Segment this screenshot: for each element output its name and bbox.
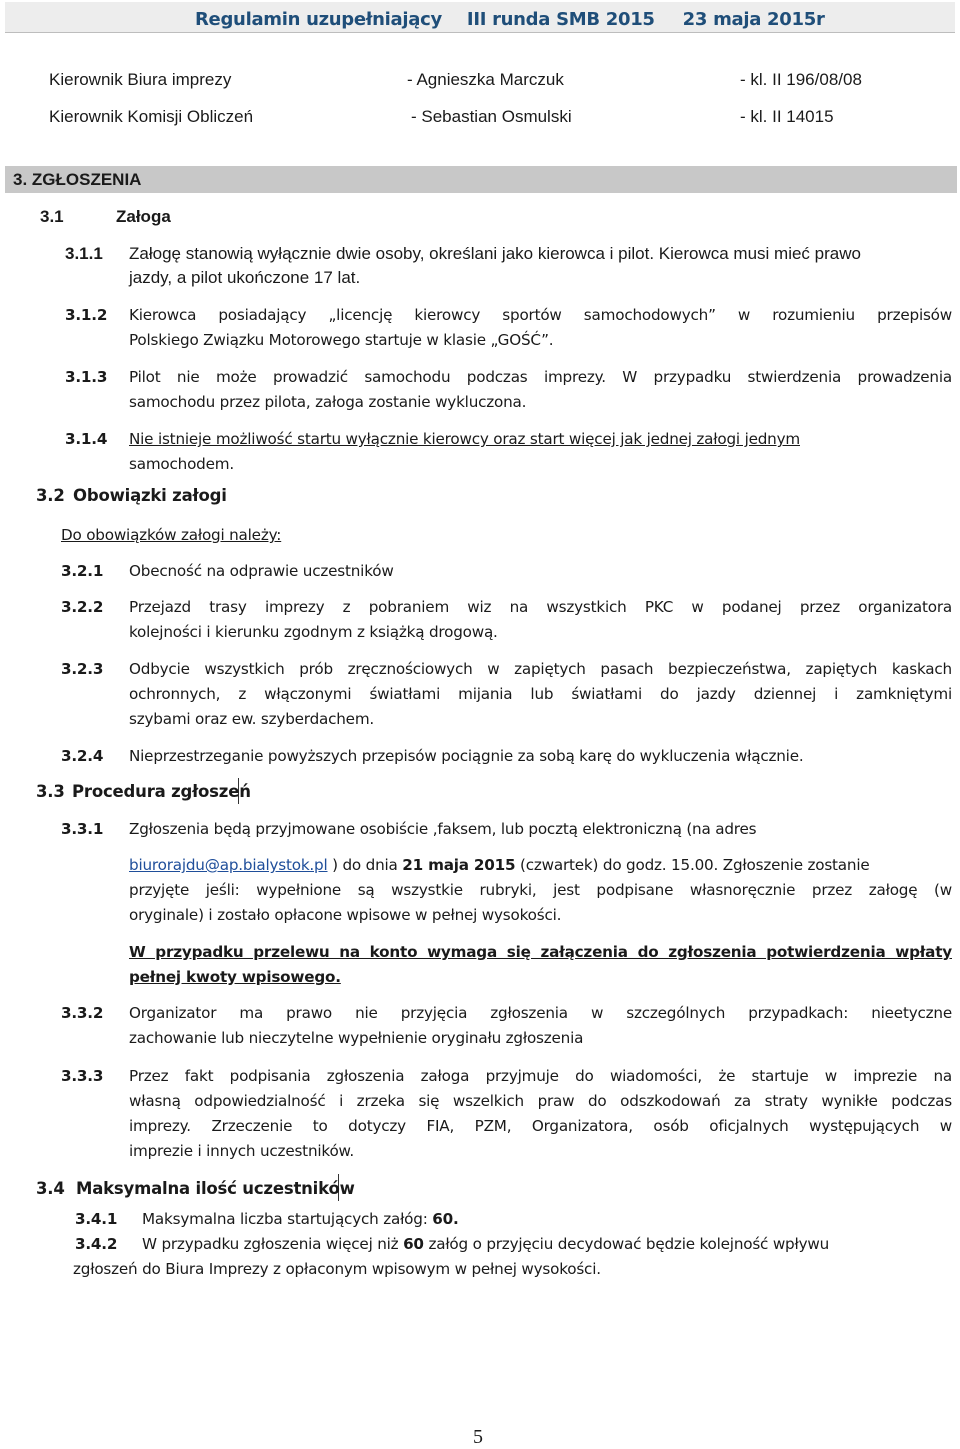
item-text-line bbox=[129, 856, 870, 874]
text-fragment: załóg o przyjęciu decydować będzie kolejność wpływu bbox=[423, 1235, 830, 1253]
item-text-line: imprezy. Zrzeczenie to dotyczy FIA, PZM, Organizatora, osób oficjalnych występujących w bbox=[129, 1117, 952, 1135]
email-link[interactable]: biurorajdu@ap.bialystok.pl bbox=[129, 856, 328, 874]
transfer-notice-line: W przypadku przelewu na konto wymaga się załączenia do zgłoszenia potwierdzenia wpłaty bbox=[129, 943, 952, 961]
item-number: 3.1.4 bbox=[65, 430, 108, 448]
text-fragment: (czwartek) do godz. 15.00. Zgłoszenie zostanie bbox=[515, 856, 870, 874]
section-3-3-number: 3.3 bbox=[36, 782, 65, 801]
item-number: 3.2.3 bbox=[61, 660, 104, 678]
document-header bbox=[5, 2, 955, 33]
item-number: 3.1.1 bbox=[65, 244, 103, 263]
section-3-1-number: 3.1 bbox=[40, 207, 64, 226]
official-role: Kierownik Komisji Obliczeń bbox=[49, 107, 254, 126]
item-number: 3.3.2 bbox=[61, 1004, 104, 1022]
item-number: 3.3.1 bbox=[61, 820, 104, 838]
item-number: 3.2.4 bbox=[61, 747, 104, 765]
item-text-line: imprezie i innych uczestników. bbox=[129, 1142, 354, 1160]
item-text-line: przyjęte jeśli: wypełnione są wszystkie rubryki, jest podpisane własnoręcznie przez załogę (w bbox=[129, 881, 952, 899]
official-license: - kl. II 14015 bbox=[740, 107, 834, 126]
section-3-4-title: Maksymalna ilość uczestników bbox=[76, 1179, 355, 1198]
item-text-line: Załogę stanowią wyłącznie dwie osoby, określani jako kierowca i pilot. Kierowca musi mieć prawo bbox=[129, 244, 861, 263]
item-text-line: Polskiego Związku Motorowego startuje w klasie „GOŚĆ”. bbox=[129, 331, 554, 349]
item-text-line bbox=[142, 1235, 829, 1253]
section-heading-bar bbox=[5, 166, 957, 193]
item-number: 3.2.2 bbox=[61, 598, 104, 616]
item-text-line: Nieprzestrzeganie powyższych przepisów pociągnie za sobą karę do wykluczenia włącznie. bbox=[129, 747, 804, 765]
section-3-3-title: Procedura zgłoszeń bbox=[72, 782, 251, 801]
official-license: - kl. II 196/08/08 bbox=[740, 70, 862, 89]
official-name: - Agnieszka Marczuk bbox=[407, 70, 564, 89]
official-role: Kierownik Biura imprezy bbox=[49, 70, 232, 89]
max-crews-value: 60. bbox=[432, 1210, 459, 1228]
section-3-2-title: Obowiązki załogi bbox=[73, 486, 227, 505]
item-text-line: samochodu przez pilota, załoga zostanie wykluczona. bbox=[129, 393, 527, 411]
item-text-line: Obecność na odprawie uczestników bbox=[129, 562, 394, 580]
section-3-4-number: 3.4 bbox=[36, 1179, 65, 1198]
item-text-line: jazdy, a pilot ukończone 17 lat. bbox=[129, 268, 361, 287]
text-fragment: ) do dnia bbox=[327, 856, 403, 874]
page-number: 5 bbox=[473, 1426, 483, 1448]
header-round: III runda SMB 2015 bbox=[466, 9, 655, 30]
item-text-line: ochronnych, z włączonymi światłami mijania lub światłami do jazdy dziennej i zamkniętymi bbox=[129, 685, 952, 703]
max-crews-value: 60 bbox=[403, 1235, 424, 1253]
item-text-line: oryginale) i zostało opłacone wpisowe w pełnej wysokości. bbox=[129, 906, 562, 924]
item-text-line: Pilot nie może prowadzić samochodu podczas imprezy. W przypadku stwierdzenia prowadzenia bbox=[129, 368, 952, 386]
header-date: 23 maja 2015r bbox=[682, 9, 825, 30]
item-text-line: własną odpowiedzialność i zrzeka się wszelkich praw do odszkodowań za straty wynikłe podczas bbox=[129, 1092, 952, 1110]
header-title-line bbox=[195, 9, 825, 30]
item-text-line bbox=[142, 1210, 459, 1228]
section-3-1-title: Załoga bbox=[116, 207, 171, 226]
section-3-2-number: 3.2 bbox=[36, 486, 65, 505]
text-fragment: W przypadku zgłoszenia więcej niż bbox=[142, 1235, 404, 1253]
official-name: - Sebastian Osmulski bbox=[411, 107, 572, 126]
item-text-line: Kierowca posiadający „licencję kierowcy sportów samochodowych” w rozumieniu przepisów bbox=[129, 306, 952, 324]
section-3-2-intro: Do obowiązków załogi należy: bbox=[61, 526, 282, 544]
text-fragment: Maksymalna liczba startujących załóg: bbox=[142, 1210, 433, 1228]
item-text-line: zgłoszeń do Biura Imprezy z opłaconym wpisowym w pełnej wysokości. bbox=[73, 1260, 601, 1278]
item-text-line: kolejności i kierunku zgodnym z książką drogową. bbox=[129, 623, 498, 641]
transfer-notice-line: pełnej kwoty wpisowego. bbox=[129, 968, 341, 986]
item-text-line: szybami oraz ew. szyberdachem. bbox=[129, 710, 375, 728]
section-3-title: 3. ZGŁOSZENIA bbox=[13, 170, 142, 189]
item-text-line: Organizator ma prawo nie przyjęcia zgłoszenia w szczególnych przypadkach: nieetyczne bbox=[129, 1004, 952, 1022]
item-text-line: Odbycie wszystkich prób zręcznościowych w zapiętych pasach bezpieczeństwa, zapiętych kaskach bbox=[129, 660, 952, 678]
item-text-line: zachowanie lub nieczytelne wypełnienie oryginału zgłoszenia bbox=[129, 1029, 584, 1047]
item-text-line: samochodem. bbox=[129, 455, 234, 473]
header-title: Regulamin uzupełniający bbox=[195, 9, 442, 30]
item-number: 3.1.3 bbox=[65, 368, 108, 386]
item-number: 3.1.2 bbox=[65, 306, 108, 324]
item-text-line: Przez fakt podpisania zgłoszenia załoga przyjmuje do wiadomości, że startuje w imprezie na bbox=[129, 1067, 952, 1085]
item-text-line: Przejazd trasy imprezy z pobraniem wiz na wszystkich PKC w podanej przez organizatora bbox=[129, 598, 952, 616]
item-text-line: Nie istnieje możliwość startu wyłącznie kierowcy oraz start więcej jak jednej załogi jednym bbox=[129, 430, 800, 448]
item-text-line: Zgłoszenia będą przyjmowane osobiście ,faksem, lub pocztą elektroniczną (na adres bbox=[129, 820, 757, 838]
item-number: 3.4.2 bbox=[75, 1235, 118, 1253]
deadline-date: 21 maja 2015 bbox=[402, 856, 516, 874]
item-number: 3.2.1 bbox=[61, 562, 104, 580]
item-number: 3.3.3 bbox=[61, 1067, 104, 1085]
item-number: 3.4.1 bbox=[75, 1210, 118, 1228]
